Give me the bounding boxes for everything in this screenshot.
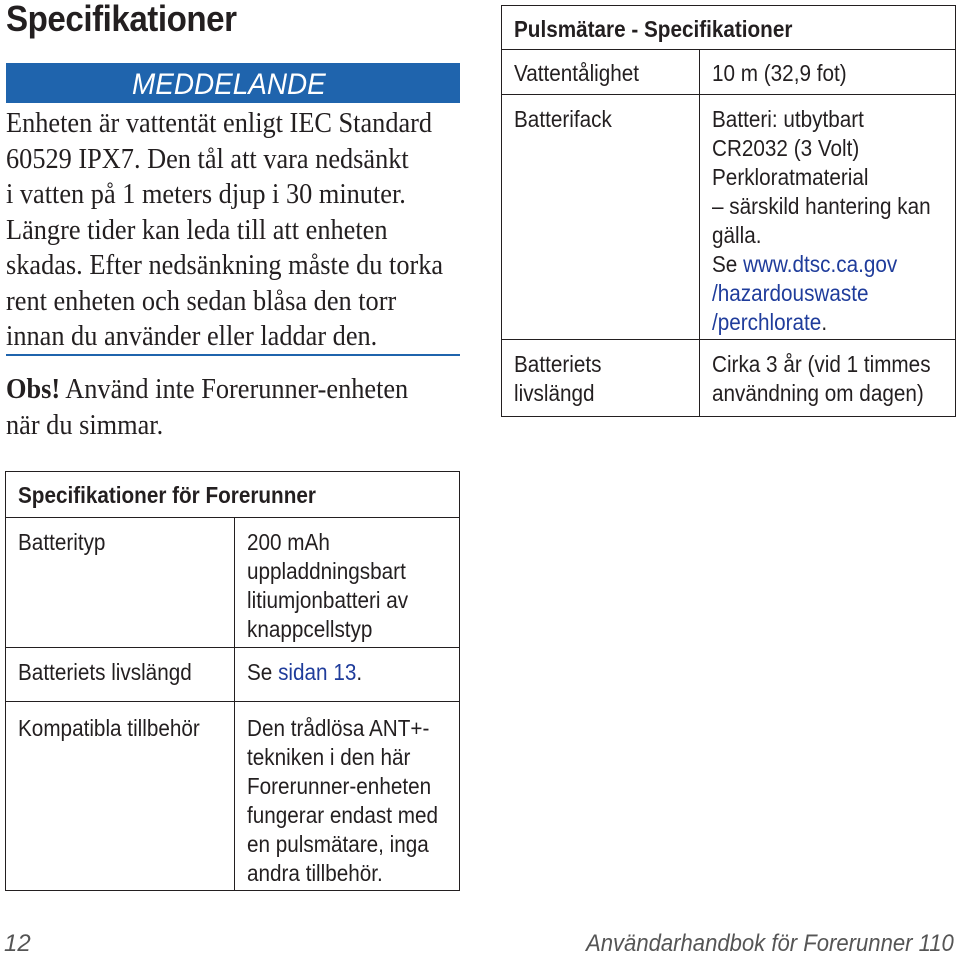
notice-divider [6,354,460,356]
spec-label: Vattentålighet [514,60,640,86]
hr-table-title: Pulsmätare - Specifikationer [514,16,793,42]
hr-monitor-spec-table [501,5,956,417]
fr-table-title: Specifikationer för Forerunner [18,482,316,508]
notice-body [6,106,448,355]
link-prefix: Se [246,659,278,685]
spec-label-cell [6,648,235,702]
link-suffix: . [356,659,362,685]
spec-value-cell [234,518,459,648]
spec-label: Batteriets [514,351,602,377]
spec-value-link-line [712,308,931,337]
dtsc-link[interactable]: www.dtsc.ca.gov [743,251,898,277]
manual-title: Användarhandbok för Forerunner 110 [586,930,954,957]
spec-value [247,658,438,687]
spec-value: Forerunner-enheten [246,773,431,799]
spec-label: Batterityp [18,529,106,555]
notice-header [6,63,460,103]
table-row [502,50,956,95]
notice-line: Längre tider kan leda till att enheten [6,214,388,246]
spec-value: 200 mAh [246,529,330,555]
spec-label-cell [502,340,700,417]
obs-text: Använd inte Forerunner-enheten [60,374,409,405]
table-row [502,340,956,417]
obs-label: Obs! [6,374,61,405]
spec-value: en pulsmätare, inga [246,831,429,857]
spec-label: livslängd [514,380,595,406]
spec-label-cell [6,518,235,648]
notice-line: Enheten är vattentät enligt IEC Standard [6,108,433,139]
spec-value: CR2032 (3 Volt) [712,135,860,161]
table-row [502,95,956,340]
spec-value: knappcellstyp [246,616,373,642]
spec-value: fungerar endast med [246,802,438,828]
spec-value: litiumjonbatteri av [246,587,408,613]
notice-line: rent enheten och sedan blåsa den torr [6,285,397,317]
spec-value: Batteri: utbytbart [712,106,864,132]
spec-label: Batterifack [514,106,612,132]
notice-line: 60529 IPX7. Den tål att vara nedsänkt [6,143,409,175]
spec-value-cell [700,95,956,340]
spec-value: – särskild hantering kan [712,193,931,219]
spec-value: andra tillbehör. [246,860,383,886]
spec-label: Kompatibla tillbehör [18,715,200,741]
spec-label-cell [6,702,235,891]
link-prefix: Se [712,251,744,277]
spec-value-cell [700,340,956,417]
fr-table-header [6,472,460,518]
spec-value: användning om dagen) [712,380,924,406]
table-row [6,648,460,702]
spec-value: Perkloratmaterial [712,164,869,190]
spec-value: tekniken i den här [246,744,411,770]
spec-value-cell [234,702,459,891]
spec-label-cell [502,50,700,95]
spec-value: 10 m (32,9 fot) [712,60,847,86]
table-row [6,702,460,891]
page-title: Specifikationer [6,0,237,39]
forerunner-spec-table [5,471,460,891]
spec-label: Batteriets livslängd [18,659,192,685]
notice-line: i vatten på 1 meters djup i 30 minuter. [6,179,406,210]
spec-value: gälla. [712,222,762,248]
page-13-link[interactable]: sidan 13 [277,659,357,685]
table-row [6,518,460,648]
spec-value-link-line [712,250,931,279]
link-suffix: . [821,309,828,335]
page-number: 12 [4,930,31,957]
dtsc-link-end[interactable]: /perchlorate [712,309,822,335]
spec-label-cell [502,95,700,340]
notice-line: skadas. Efter nedsänkning måste du torka [6,250,444,281]
spec-value-cell [234,648,459,702]
spec-value-cell [700,50,956,95]
obs-text-line2: när du simmar. [6,409,164,441]
dtsc-link-cont[interactable]: /hazardouswaste [712,280,869,306]
notice-header-label: MEDDELANDE [132,68,326,101]
obs-note [6,372,408,443]
spec-value: uppladdningsbart [246,558,406,584]
notice-line: innan du använder eller laddar den. [6,321,378,352]
hr-table-header [502,6,956,50]
spec-value: Den trådlösa ANT+- [246,715,430,741]
spec-value: Cirka 3 år (vid 1 timmes [712,351,931,377]
